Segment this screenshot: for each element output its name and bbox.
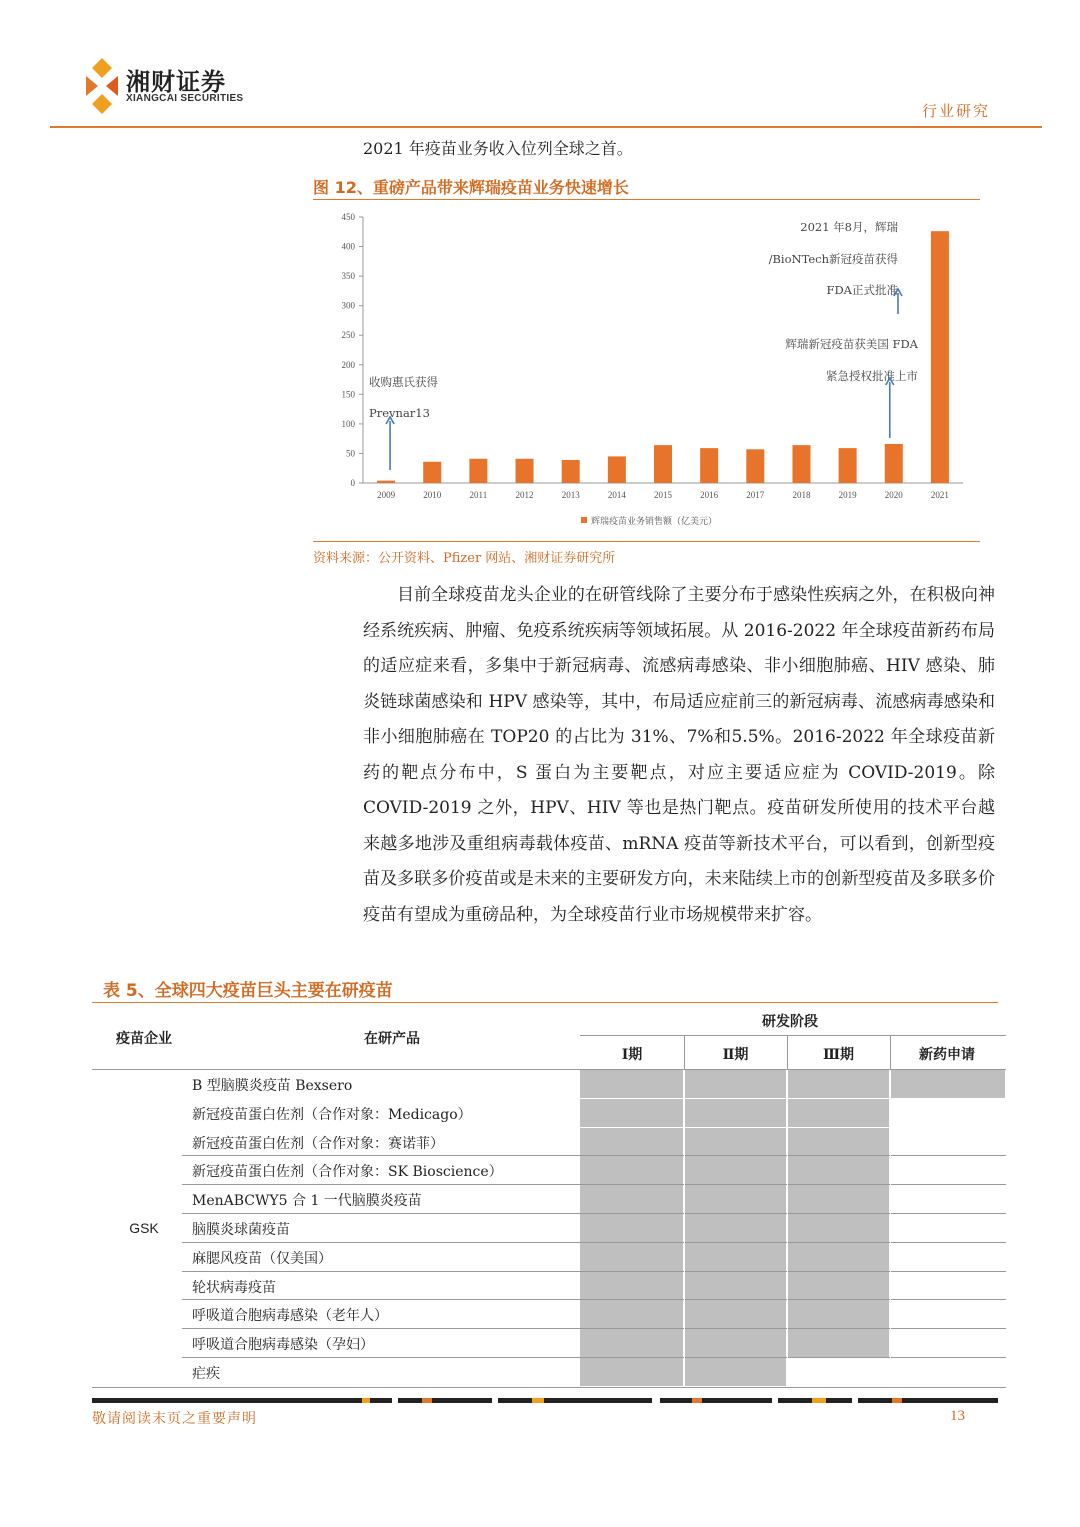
row-divider	[182, 1271, 1006, 1272]
x-tick-label: 2014	[607, 490, 626, 500]
annotation-eua-line-2: 紧急授权批准上市	[826, 369, 918, 383]
legend-swatch	[581, 517, 587, 523]
header-stage-3: Ⅲ期	[822, 1047, 855, 1063]
stage-cell-filled	[787, 1128, 889, 1156]
product-name: 脑膜炎球菌疫苗	[192, 1222, 290, 1238]
page-number: 13	[950, 1408, 965, 1424]
stage-cell-filled	[787, 1243, 889, 1271]
stage-cell-filled	[684, 1128, 786, 1156]
x-tick-label: 2009	[377, 490, 396, 500]
stage-cell-filled	[787, 1329, 889, 1357]
row-divider	[182, 1184, 1006, 1185]
product-name: 呼吸道合胞病毒感染（老年人）	[192, 1308, 388, 1325]
x-tick-label: 2013	[561, 490, 580, 500]
x-tick-label: 2010	[423, 490, 442, 500]
product-name: B 型脑膜炎疫苗 Bexsero	[192, 1078, 353, 1094]
row-divider	[182, 1155, 1006, 1156]
row-divider	[182, 1213, 1006, 1214]
stage-cell-filled	[580, 1099, 683, 1127]
y-tick-label: 0	[350, 478, 355, 488]
stage-column-divider	[787, 1070, 788, 1387]
stage-cell-filled	[787, 1099, 889, 1127]
header-divider	[50, 126, 1042, 128]
y-tick-label: 50	[346, 448, 355, 459]
header-product: 在研产品	[364, 1031, 420, 1047]
stage-cell-filled	[684, 1329, 786, 1357]
bar-2013	[562, 460, 580, 483]
x-tick-label: 2015	[654, 490, 672, 500]
stage-cell-filled	[580, 1329, 683, 1357]
stage-cell-filled	[580, 1358, 683, 1386]
stage-cell-filled	[580, 1156, 683, 1184]
body-paragraph	[363, 578, 995, 933]
bar-2012	[516, 459, 534, 483]
figure-top-rule	[313, 199, 980, 200]
annotation-full-approval-line-3: FDA正式批准	[826, 283, 898, 297]
stage-cell-filled	[787, 1156, 889, 1184]
x-tick-label: 2020	[884, 490, 903, 500]
annotation-prevnar-line-2: Prevnar13	[369, 406, 430, 420]
bar-2015	[654, 445, 672, 483]
header-divider-mid	[580, 1035, 1006, 1036]
stage-cell-filled	[684, 1156, 786, 1184]
x-tick-label: 2017	[746, 490, 765, 500]
bar-2009	[377, 481, 395, 483]
y-tick-label: 150	[341, 389, 355, 400]
stage-cell-filled	[787, 1070, 889, 1098]
legend-label: 辉瑞疫苗业务销售额（亿美元）	[591, 517, 718, 527]
x-tick-label: 2016	[700, 490, 719, 500]
stage-cell-filled	[684, 1214, 786, 1242]
y-tick-label: 450	[341, 212, 355, 222]
figure-title: 图 12、重磅产品带来辉瑞疫苗业务快速增长	[313, 178, 629, 197]
y-tick-label: 400	[341, 241, 355, 252]
product-name: 麻腮风疫苗（仅美国）	[192, 1250, 332, 1267]
stage-cell-filled	[787, 1214, 889, 1242]
product-name: 疟疾	[192, 1366, 220, 1382]
table-bottom-rule	[92, 1387, 1006, 1388]
row-divider	[182, 1328, 1006, 1329]
header-stage-nda: 新药申请	[919, 1047, 975, 1063]
header-company: 疫苗企业	[116, 1031, 172, 1047]
row-divider	[182, 1242, 1006, 1243]
product-name: 呼吸道合胞病毒感染（孕妇）	[192, 1337, 374, 1354]
figure-source: 资料来源：公开资料、Pfizer 网站、湘财证券研究所	[313, 551, 616, 566]
annotation-full-approval-line-1: 2021 年8月，辉瑞	[800, 220, 898, 234]
stage-cell-filled	[787, 1300, 889, 1328]
x-tick-label: 2018	[792, 490, 811, 500]
annotation-full-approval-line-2: /BioNTech新冠疫苗获得	[768, 252, 898, 266]
table-title: 表 5、全球四大疫苗巨头主要在研疫苗	[103, 981, 393, 1001]
bar-2011	[469, 459, 487, 483]
header-stage-2: Ⅱ期	[722, 1047, 749, 1063]
xiangcai-logo-icon	[82, 56, 122, 116]
stage-column-divider	[890, 1070, 891, 1387]
product-name: 新冠疫苗蛋白佐剂（合作对象：SK Bioscience）	[192, 1164, 503, 1181]
product-name: MenABCWY5 合 1 一代脑膜炎疫苗	[192, 1193, 422, 1210]
stage-cell-filled	[684, 1243, 786, 1271]
stage-cell-filled	[580, 1185, 683, 1213]
stage-cell-filled	[684, 1300, 786, 1328]
company-name: GSK	[129, 1220, 159, 1236]
vaccine-sales-bar-chart	[313, 202, 980, 540]
stage-cell-filled	[580, 1070, 683, 1098]
stage-cell-filled	[890, 1070, 1005, 1098]
footer-stripe	[92, 1398, 998, 1403]
table-top-rule	[92, 1002, 998, 1003]
annotation-eua-line-1: 辉瑞新冠疫苗获美国 FDA	[785, 337, 918, 351]
body-paragraph-text: 目前全球疫苗龙头企业的在研管线除了主要分布于感染性疾病之外，在积极向神经系统疾病、肿瘤、免疫系统疾病等领域拓展。从 2016-2022 年全球疫苗新药布局的适应症来看，多集中于新冠病毒、流感病毒感染、非小细胞肺癌、HIV 感染、肺炎链球菌感染和 HPV 感染等，其中，布局适应症前三的新冠病毒、流感病毒感染和非小细胞肺癌在 TOP20 的占比为 31%、7%和5.5%。2016-2022 年全球疫苗新药的靶点分布中，S 蛋白为主要靶点，对应主要适应症为 COVID-2019。除 COVID-2019 之外，HPV、HIV 等也是热门靶点。疫苗研发所使用的技术平台越来越多地涉及重组病毒载体疫苗、mRNA 疫苗等新技术平台，可以看到，创新型疫苗及多联多价疫苗或是未来的主要研发方向，未来陆续上市的创新型疫苗及多联多价疫苗有望成为重磅品种，为全球疫苗行业市场规模带来扩容。	[363, 585, 995, 925]
header-stage-1: Ⅰ期	[621, 1047, 643, 1063]
product-name: 新冠疫苗蛋白佐剂（合作对象：赛诺菲）	[192, 1135, 444, 1152]
stage-column-divider	[684, 1070, 685, 1387]
y-tick-label: 300	[341, 300, 355, 311]
stage-cell-filled	[684, 1358, 786, 1386]
stage-cell-filled	[684, 1099, 786, 1127]
figure-bottom-rule	[313, 541, 980, 542]
product-name: 轮状病毒疫苗	[192, 1279, 276, 1296]
row-divider	[182, 1299, 1006, 1300]
logo-chinese-name: 湘财证券	[126, 68, 226, 96]
stage-cell-filled	[580, 1243, 683, 1271]
bar-2016	[700, 448, 718, 483]
bar-2010	[423, 462, 441, 483]
stage-cell-filled	[684, 1272, 786, 1300]
logo-english-name: XIANGCAI SECURITIES	[126, 93, 244, 104]
x-tick-label: 2019	[838, 490, 857, 500]
stage-cell-filled	[684, 1070, 786, 1098]
stage-cell-filled	[684, 1185, 786, 1213]
bar-2020	[885, 444, 903, 483]
y-tick-label: 250	[341, 330, 355, 341]
bar-2019	[839, 448, 857, 483]
stage-cell-filled	[580, 1128, 683, 1156]
x-tick-label: 2021	[930, 490, 949, 500]
bar-2018	[792, 445, 810, 483]
stage-cell-filled	[787, 1272, 889, 1300]
row-divider	[182, 1357, 1006, 1358]
stage-cell-filled	[580, 1300, 683, 1328]
x-tick-label: 2011	[469, 490, 488, 500]
y-tick-label: 200	[341, 359, 355, 370]
x-tick-label: 2012	[515, 490, 534, 500]
bar-2014	[608, 456, 626, 483]
bar-2017	[746, 449, 764, 483]
y-tick-label: 350	[341, 271, 355, 282]
intro-sentence: 2021 年疫苗业务收入位列全球之首。	[363, 139, 633, 158]
stage-cell-filled	[580, 1214, 683, 1242]
header-stage-group: 研发阶段	[762, 1014, 818, 1030]
annotation-prevnar-line-1: 收购惠氏获得	[369, 375, 438, 389]
footer-disclaimer: 敬请阅读末页之重要声明	[92, 1411, 257, 1427]
y-tick-label: 100	[341, 418, 355, 429]
stage-cell-filled	[580, 1272, 683, 1300]
bar-2021	[931, 231, 949, 483]
section-label: 行业研究	[921, 102, 990, 120]
product-name: 新冠疫苗蛋白佐剂（合作对象：Medicago）	[192, 1106, 472, 1123]
stage-cell-filled	[787, 1185, 889, 1213]
